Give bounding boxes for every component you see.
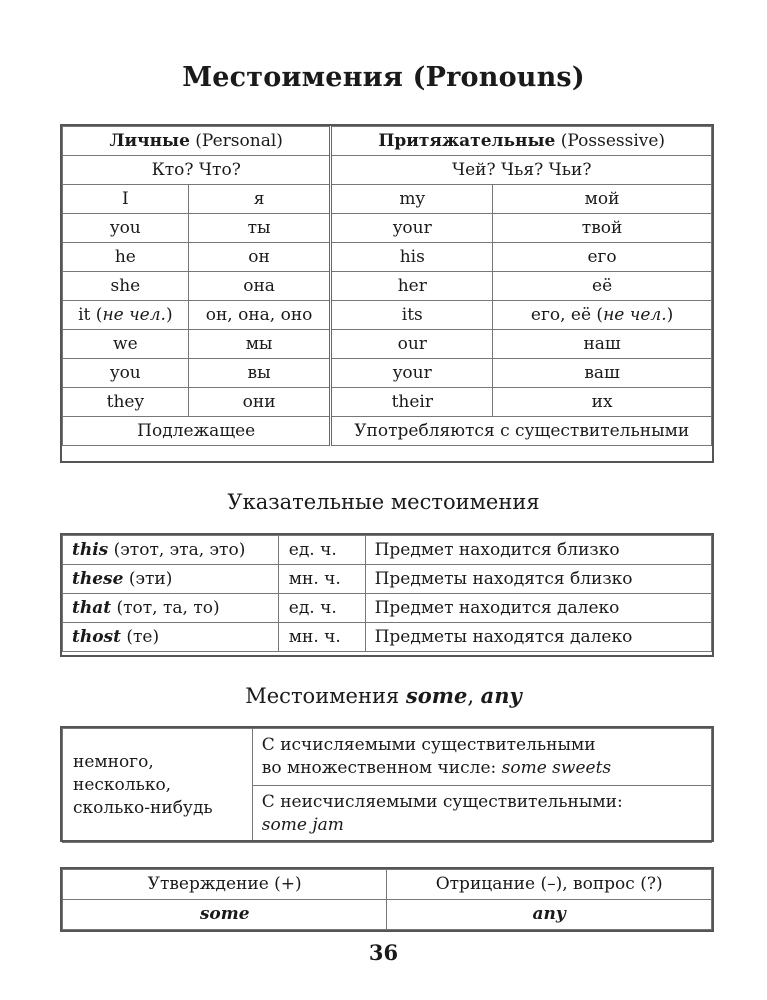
demonstrative-meaning: Предмет находится близко	[365, 536, 711, 565]
pronoun-ru: они	[188, 388, 331, 417]
pronoun-en: you	[63, 359, 189, 388]
possessive-ru: мой	[493, 185, 712, 214]
pronoun-ru: он	[188, 243, 331, 272]
demonstrative-number: мн. ч.	[278, 565, 365, 594]
usage-table-frame	[60, 867, 714, 932]
personal-footer: Подлежащее	[63, 417, 331, 446]
possessive-en: our	[331, 330, 493, 359]
pronoun-en: I	[63, 185, 189, 214]
pronoun-ru: я	[188, 185, 331, 214]
pronoun-ru: ты	[188, 214, 331, 243]
some-meaning: немного, несколько, сколько-нибудь	[63, 729, 253, 843]
possessive-ru: наш	[493, 330, 712, 359]
possessive-en: their	[331, 388, 493, 417]
affirmative-header: Утверждение (+)	[63, 870, 387, 900]
possessive-en: your	[331, 359, 493, 388]
personal-header: Личные (Personal)	[63, 127, 331, 156]
pronoun-en: he	[63, 243, 189, 272]
page-title: Местоимения (Pronouns)	[182, 62, 585, 93]
demonstratives-table-frame	[60, 533, 714, 657]
affirmative-word: some	[63, 900, 387, 930]
demonstrative-word: these (эти)	[63, 565, 279, 594]
demonstrative-word: thost (те)	[63, 623, 279, 652]
pronoun-en: they	[63, 388, 189, 417]
possessive-ru: его, её (не чел.)	[493, 301, 712, 330]
possessive-en: his	[331, 243, 493, 272]
possessive-ru: их	[493, 388, 712, 417]
possessive-en: her	[331, 272, 493, 301]
demonstrative-meaning: Предметы находятся далеко	[365, 623, 711, 652]
some-any-table-frame	[60, 726, 714, 842]
demonstratives-title: Указательные местоимения	[227, 490, 540, 514]
some-countable-usage: С исчисляемыми существительными во множественном числе: some sweets	[252, 729, 711, 786]
demonstrative-word: this (этот, эта, это)	[63, 536, 279, 565]
possessive-ru: ваш	[493, 359, 712, 388]
demonstrative-meaning: Предметы находятся близко	[365, 565, 711, 594]
pronoun-ru: мы	[188, 330, 331, 359]
possessive-ru: её	[493, 272, 712, 301]
negative-question-word: any	[387, 900, 712, 930]
some-any-title: Местоимения some, any	[245, 683, 522, 708]
possessive-en: my	[331, 185, 493, 214]
possessive-en: your	[331, 214, 493, 243]
possessive-header: Притяжательные (Possessive)	[331, 127, 712, 156]
negative-question-header: Отрицание (–), вопрос (?)	[387, 870, 712, 900]
pronoun-en: it (не чел.)	[63, 301, 189, 330]
pronoun-en: she	[63, 272, 189, 301]
possessive-ru: твой	[493, 214, 712, 243]
possessive-question: Чей? Чья? Чьи?	[331, 156, 712, 185]
personal-question: Кто? Что?	[63, 156, 331, 185]
demonstrative-number: ед. ч.	[278, 594, 365, 623]
page-number: 36	[368, 940, 399, 965]
possessive-ru: его	[493, 243, 712, 272]
pronoun-ru: вы	[188, 359, 331, 388]
demonstrative-number: ед. ч.	[278, 536, 365, 565]
possessive-en: its	[331, 301, 493, 330]
pronoun-en: we	[63, 330, 189, 359]
pronoun-en: you	[63, 214, 189, 243]
pronouns-table-frame	[60, 124, 714, 463]
demonstrative-word: that (тот, та, то)	[63, 594, 279, 623]
demonstrative-meaning: Предмет находится далеко	[365, 594, 711, 623]
possessive-footer: Употребляются с существительными	[331, 417, 712, 446]
pronoun-ru: она	[188, 272, 331, 301]
pronoun-ru: он, она, оно	[188, 301, 331, 330]
demonstrative-number: мн. ч.	[278, 623, 365, 652]
some-uncountable-usage: С неисчисляемыми существительными: some jam	[252, 786, 711, 843]
